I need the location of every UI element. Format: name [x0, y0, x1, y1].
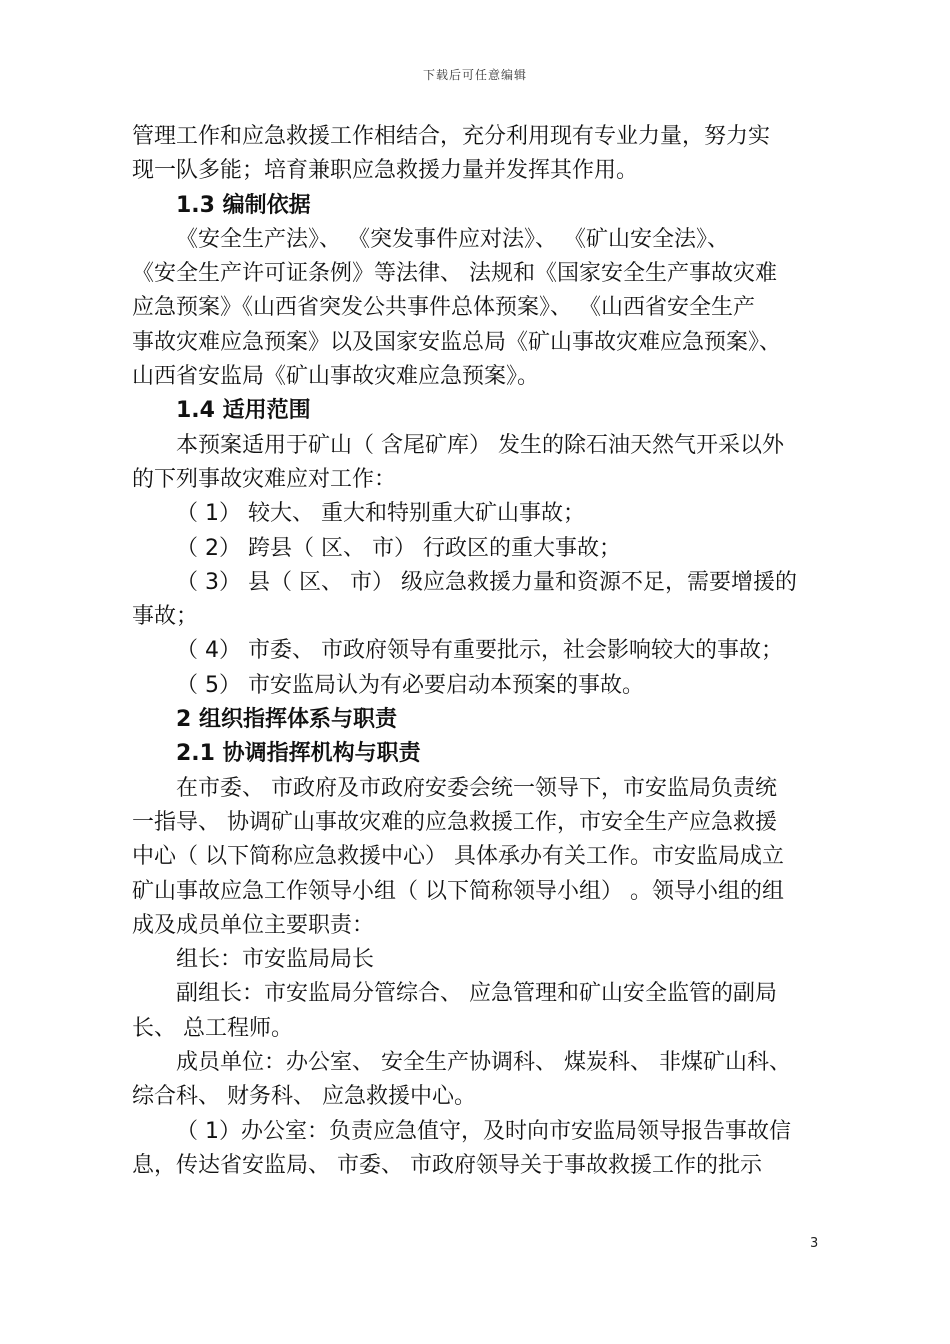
paragraph-line: 《安全生产法》、 《突发事件应对法》、 《矿山安全法》、: [176, 226, 729, 252]
document-body: [132, 120, 832, 1183]
paragraph-line: 山西省安监局《矿山事故灾难应急预案》。: [132, 364, 540, 390]
paragraph-line: 中心（ 以下简称应急救援中心） 具体承办有关工作。市安监局成立: [132, 844, 784, 870]
list-item: （ 2） 跨县（ 区、 市） 行政区的重大事故；: [176, 535, 621, 561]
section-heading-1-3: 1.3 编制依据: [176, 192, 311, 218]
list-item: （ 5） 市安监局认为有必要启动本预案的事故。: [176, 672, 644, 698]
paragraph-line: 息，传达省安监局、 市委、 市政府领导关于事故救援工作的批示: [132, 1152, 762, 1178]
paragraph-line: 应急预案》《山西省突发公共事件总体预案》、 《山西省安全生产: [132, 295, 755, 321]
section-heading-1-4: 1.4 适用范围: [176, 398, 311, 424]
paragraph-line: 一指导、 协调矿山事故灾难的应急救援工作，市安全生产应急救援: [132, 809, 777, 835]
section-heading-2: 2 组织指挥体系与职责: [176, 707, 397, 733]
paragraph-line: 成员单位：办公室、 安全生产协调科、 煤炭科、 非煤矿山科、: [176, 1050, 791, 1076]
paragraph-line: 长、 总工程师。: [132, 1015, 293, 1041]
paragraph-line: 本预案适用于矿山（ 含尾矿库） 发生的除石油天然气开采以外: [176, 432, 784, 458]
paragraph-line: 综合科、 财务科、 应急救援中心。: [132, 1084, 476, 1110]
section-heading-2-1: 2.1 协调指挥机构与职责: [176, 741, 421, 767]
paragraph-line: 现一队多能；培育兼职应急救援力量并发挥其作用。: [132, 158, 639, 184]
list-item: （ 3） 县（ 区、 市） 级应急救援力量和资源不足，需要增援的: [176, 569, 797, 595]
paragraph-line: 管理工作和应急救援工作相结合，充分利用现有专业力量，努力实: [132, 124, 771, 149]
list-item: （ 1）办公室：负责应急值守，及时向市安监局领导报告事故信: [176, 1118, 791, 1144]
paragraph-line: 成及成员单位主要职责：: [132, 912, 375, 938]
paragraph-line: 事故灾难应急预案》以及国家安监总局《矿山事故灾难应急预案》、: [132, 329, 782, 355]
paragraph-line: 《安全生产许可证条例》等法律、 法规和《国家安全生产事故灾难: [132, 261, 777, 287]
paragraph-line: 的下列事故灾难应对工作：: [132, 466, 397, 492]
paragraph-line: 在市委、 市政府及市政府安委会统一领导下，市安监局负责统: [176, 775, 777, 801]
list-item: （ 4） 市委、 市政府领导有重要批示，社会影响较大的事故；: [176, 638, 783, 664]
paragraph-line: 副组长：市安监局分管综合、 应急管理和矿山安全监管的副局: [176, 981, 777, 1007]
paragraph-line: 矿山事故应急工作领导小组（ 以下简称领导小组） 。领导小组的组: [132, 878, 784, 904]
page-number: 3: [810, 1236, 819, 1251]
list-item-continuation: 事故；: [132, 604, 199, 630]
paragraph-line: 组长：市安监局局长: [176, 947, 375, 973]
list-item: （ 1） 较大、 重大和特别重大矿山事故；: [176, 501, 585, 527]
header-note: 下载后可任意编辑: [422, 68, 527, 82]
